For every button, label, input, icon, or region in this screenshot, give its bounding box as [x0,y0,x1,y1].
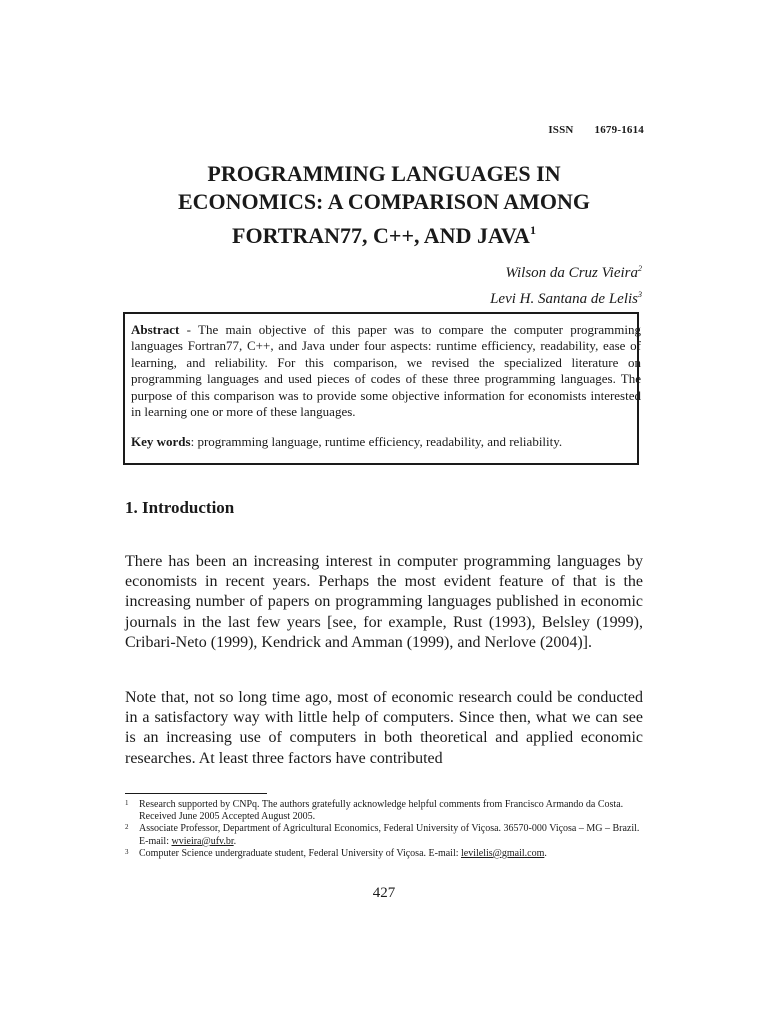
author-name: Wilson da Cruz Vieira [505,265,638,281]
abstract-text: - The main objective of this paper was to compare the computer programming languages Fortran77, C++, and Java under four aspects: runtime efficiency, readability, ease of learning, and reliability. For this comparison, we revised the specialized literature on programming languages and used pieces of codes of these three programming languages. The purpose of this comparison was to provide some objective information for economists interested in learning one or more of these languages. [131,322,641,420]
footnote [125,848,645,860]
author-name: Levi H. Santana de Lelis [490,291,638,307]
footnote-mark: 2 [125,823,129,832]
body-paragraph: Note that, not so long time ago, most of economic research could be conducted in a satisfactory way with little help of computers. Since then, what we can see is an increasing use of computers in both theoretical and applied economic researches. At least three factors have contributed [125,689,643,767]
author [490,284,642,310]
section-heading: 1. Introduction [125,498,235,517]
footnotes [125,799,645,860]
keywords-text: : programming language, runtime efficiency, readability, and reliability. [190,434,563,450]
issn-number: 1679-1614 [594,124,644,136]
footnote-text-part: Computer Science undergraduate student, Federal University of Viçosa. E-mail: [139,847,461,859]
footnote-text-part: . [233,835,237,847]
author-list [490,258,642,310]
abstract [131,322,641,420]
email-link[interactable]: wvieira@ufv.br [171,835,234,847]
footnote-mark: 3 [125,847,129,856]
email-link[interactable]: levilelis@gmail.com [461,847,545,859]
issn-label: ISSN [548,124,574,136]
footnote-mark: 1 [125,799,129,807]
abstract-box [123,312,639,465]
author-footnote-mark: 3 [638,290,642,299]
author-footnote-mark: 2 [638,264,642,273]
footnote-text-part: . [544,847,547,859]
footnote [125,799,645,823]
author [490,258,642,284]
title-line-3 [126,216,642,250]
body-paragraph: There has been an increasing interest in computer programming languages by economists in recent years. Perhaps the most evident feature of that is the increasing number of papers on programming languages published in economic journals in the last few years [see, for example, Rust (1993), Belsley (1999), Cribari-Neto (1999), Kendrick and Amman (1999), and Nerlove (2004)]. [125,553,643,651]
footnote-text-part: Associate Professor, Department of Agricultural Economics, Federal University of Viçosa. 36570-000 Viçosa – MG – Brazil. E-mail: [139,823,640,847]
footnote-text [139,823,645,847]
title-line-2: ECONOMICS: A COMPARISON AMONG [177,189,591,214]
issn-header [548,124,644,136]
footnote-text: Research supported by CNPq. The authors gratefully acknowledge helpful comments from Francisco Armando da Costa. Received June 2005 Accepted August 2005. [139,799,624,823]
keywords [131,434,637,450]
keywords-label: Key words [131,434,191,450]
paper-title [126,160,642,250]
footnote-divider [125,793,267,794]
page-number: 427 [372,885,396,901]
title-line-3-text: FORTRAN77, C++, AND JAVA [232,223,530,248]
abstract-label: Abstract [131,322,180,337]
title-footnote-mark: 1 [529,223,536,237]
footnote-text [139,848,645,860]
title-line-1: PROGRAMMING LANGUAGES IN [207,161,561,186]
footnote [125,823,645,847]
